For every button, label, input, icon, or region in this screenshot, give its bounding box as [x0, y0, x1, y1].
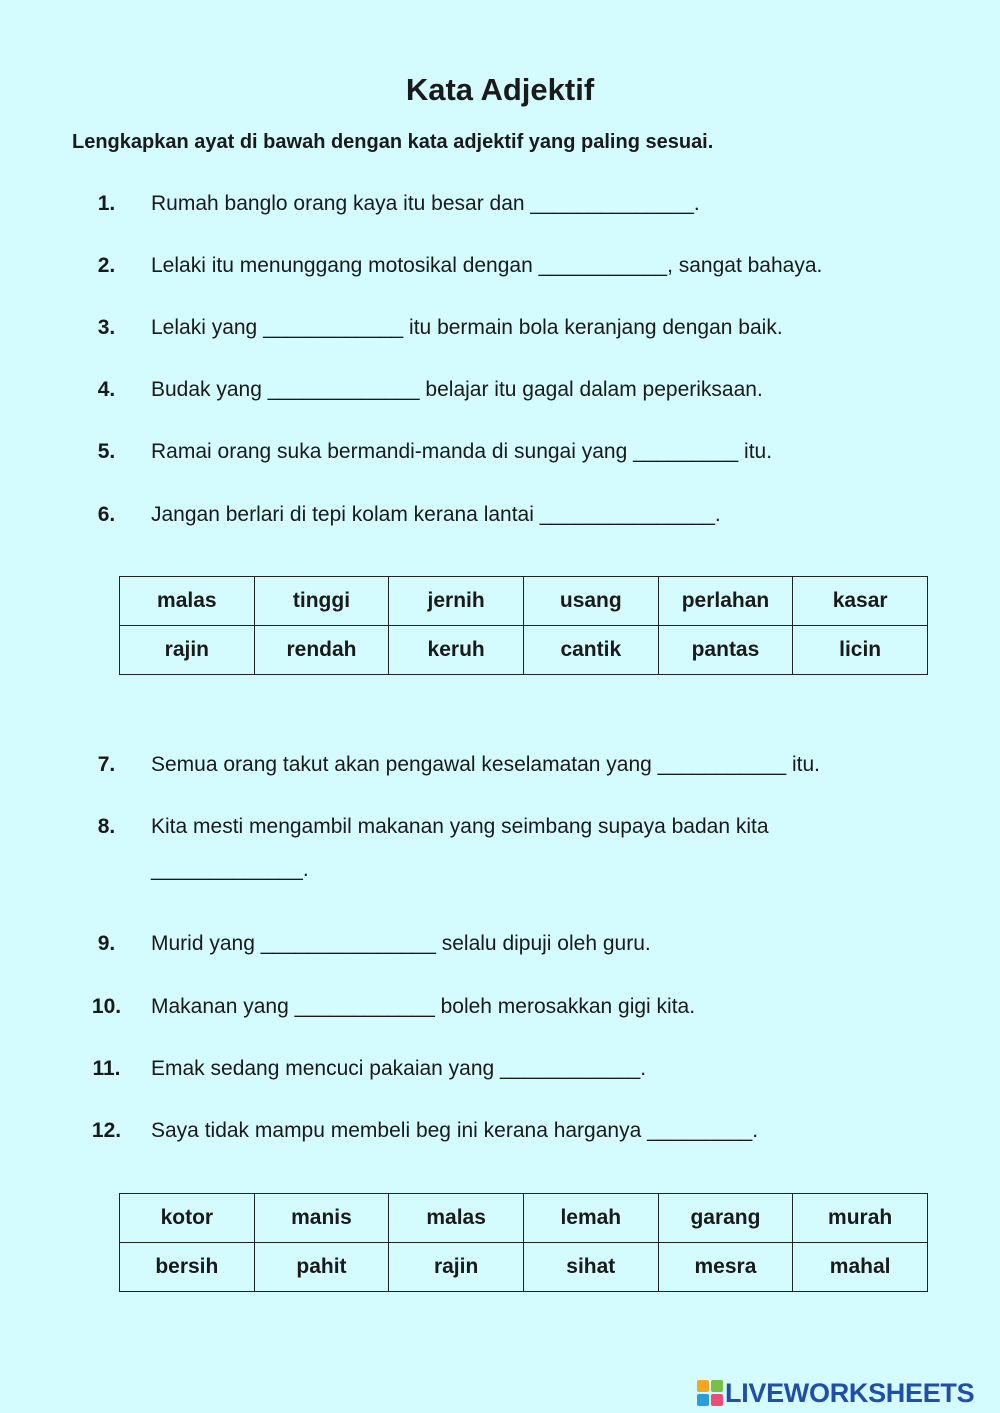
question-number: 12.	[91, 1119, 122, 1142]
question-text: Kita mesti mengambil makanan yang seimbang supaya badan kita	[151, 815, 769, 838]
question-number: 10.	[91, 995, 122, 1018]
word-bank-cell: lemah	[523, 1194, 658, 1243]
logo-square-icon	[711, 1380, 723, 1392]
word-bank-row	[120, 626, 928, 675]
word-bank-table-1	[119, 576, 928, 675]
question-number: 11.	[92, 1057, 121, 1080]
question-text: Saya tidak mampu membeli beg ini kerana harganya _________.	[151, 1119, 759, 1142]
question-text-continuation: _____________.	[151, 858, 309, 881]
question-number: 8.	[97, 815, 116, 838]
word-bank-cell: manis	[254, 1194, 389, 1243]
word-bank-row	[120, 1194, 928, 1243]
liveworksheets-logo-icon	[697, 1380, 723, 1406]
question-number: 4.	[97, 378, 116, 401]
question-text: Lelaki itu menunggang motosikal dengan ___________, sangat bahaya.	[151, 254, 823, 277]
word-bank-cell: tinggi	[254, 577, 389, 626]
question-text: Lelaki yang ____________ itu bermain bola keranjang dengan baik.	[151, 316, 783, 339]
word-bank-cell: kotor	[120, 1194, 255, 1243]
word-bank-cell: malas	[389, 1194, 524, 1243]
word-bank-cell: perlahan	[658, 577, 793, 626]
word-bank-cell: pahit	[254, 1243, 389, 1292]
word-bank-cell: malas	[120, 577, 255, 626]
question-text: Ramai orang suka bermandi-manda di sungai yang _________ itu.	[151, 440, 773, 463]
word-bank-row	[120, 577, 928, 626]
question-number: 5.	[97, 440, 116, 463]
question-number: 3.	[97, 316, 116, 339]
question-text: Semua orang takut akan pengawal keselamatan yang ___________ itu.	[151, 753, 820, 776]
word-bank-cell: licin	[793, 626, 928, 675]
liveworksheets-logo	[697, 1378, 974, 1408]
question-text: Murid yang _______________ selalu dipuji oleh guru.	[151, 932, 651, 955]
word-bank-table-2	[119, 1193, 928, 1292]
word-bank-cell: garang	[658, 1194, 793, 1243]
question-number: 9.	[97, 932, 116, 955]
word-bank-cell: sihat	[523, 1243, 658, 1292]
question-text: Jangan berlari di tepi kolam kerana lantai _______________.	[151, 503, 721, 526]
word-bank-cell: rendah	[254, 626, 389, 675]
word-bank-cell: usang	[523, 577, 658, 626]
word-bank-cell: mahal	[793, 1243, 928, 1292]
question-text: Makanan yang ____________ boleh merosakkan gigi kita.	[151, 995, 696, 1018]
word-bank-cell: pantas	[658, 626, 793, 675]
word-bank-cell: cantik	[523, 626, 658, 675]
word-bank-cell: kasar	[793, 577, 928, 626]
word-bank-cell: mesra	[658, 1243, 793, 1292]
word-bank-cell: rajin	[120, 626, 255, 675]
logo-square-icon	[697, 1394, 709, 1406]
word-bank-cell: bersih	[120, 1243, 255, 1292]
word-bank-cell: keruh	[389, 626, 524, 675]
question-number: 7.	[97, 753, 116, 776]
word-bank-cell: jernih	[389, 577, 524, 626]
logo-square-icon	[697, 1380, 709, 1392]
question-number: 1.	[97, 192, 116, 215]
instruction-text: Lengkapkan ayat di bawah dengan kata adjektif yang paling sesuai.	[72, 131, 714, 153]
word-bank-cell: rajin	[389, 1243, 524, 1292]
page-title: Kata Adjektif	[405, 72, 595, 107]
question-text: Emak sedang mencuci pakaian yang ____________.	[151, 1057, 647, 1080]
word-bank-cell: murah	[793, 1194, 928, 1243]
logo-text: LIVEWORKSHEETS	[725, 1377, 975, 1408]
question-number: 6.	[97, 503, 116, 526]
question-text: Budak yang _____________ belajar itu gagal dalam peperiksaan.	[151, 378, 763, 401]
word-bank-row	[120, 1243, 928, 1292]
question-text: Rumah banglo orang kaya itu besar dan ______________.	[151, 192, 700, 215]
logo-square-icon	[711, 1394, 723, 1406]
question-number: 2.	[97, 254, 116, 277]
